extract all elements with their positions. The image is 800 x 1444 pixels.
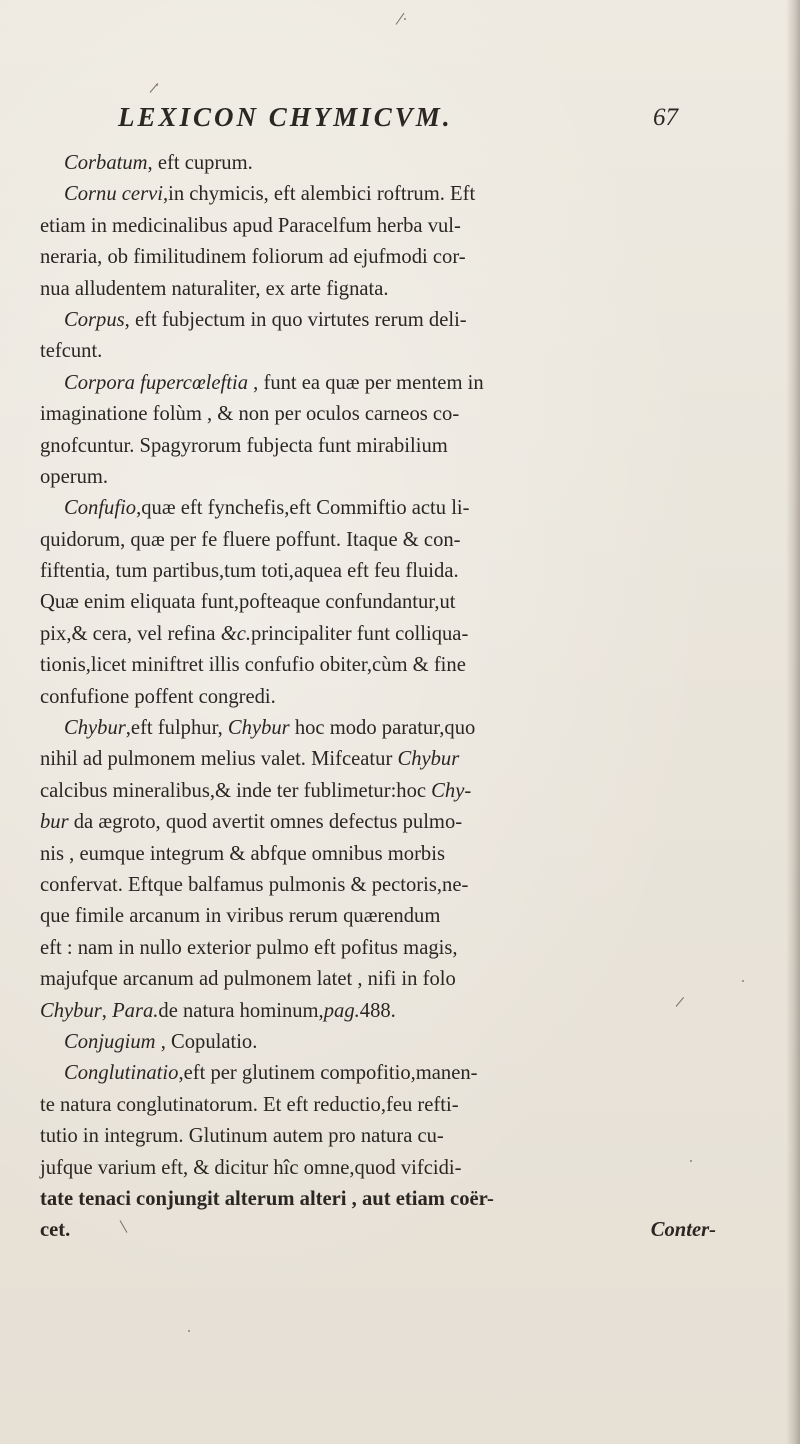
text-run: 488. <box>359 999 396 1022</box>
text-run: , eft cuprum. <box>147 152 253 174</box>
text-line <box>40 431 730 462</box>
text-run: te natura conglutinatorum. Et eft reductio,feu refti- <box>40 1093 459 1116</box>
text-run: confervat. Eftque balfamus pulmonis & pectoris,ne- <box>40 873 469 896</box>
text-line <box>40 870 730 901</box>
text-run: jufque varium eft, & dicitur hîc omne,quod vifcidi- <box>40 1156 462 1179</box>
text-run: ,eft fulphur, <box>125 717 228 740</box>
text-run: cet. <box>40 1219 71 1242</box>
text-line <box>40 1121 730 1152</box>
text-line <box>40 493 730 524</box>
text-run: principaliter funt colliqua- <box>251 622 469 645</box>
headword-italic: Chybur <box>64 717 126 740</box>
text-run: tionis,licet miniftret illis confufio obiter,cùm & fine <box>40 654 466 677</box>
text-run: que fimile arcanum in viribus rerum quærendum <box>40 905 441 928</box>
last-text-line <box>40 1215 730 1246</box>
text-run: nis , eumque integrum & abfque omnibus morbis <box>40 842 445 865</box>
headword-italic: Chy- <box>431 779 472 802</box>
text-run: etiam in medicinalibus apud Paracelfum herba vul- <box>40 214 461 237</box>
headword-italic: pag. <box>323 999 360 1022</box>
headword-italic: Corpus <box>64 308 125 331</box>
text-line <box>40 650 730 681</box>
headword-italic: Conglutinatio <box>64 1062 179 1085</box>
text-run: neraria, ob fimilitudinem foliorum ad ejufmodi cor- <box>40 246 466 269</box>
text-run: nua alludentem naturaliter, ex arte fignata. <box>40 277 389 300</box>
text-line <box>40 1090 730 1121</box>
text-run: imaginatione folùm , & non per oculos carneos co- <box>40 403 460 426</box>
text-line <box>40 274 730 305</box>
headword-italic: Corpora fupercœleftia <box>64 371 249 394</box>
text-line <box>40 179 730 210</box>
text-run: da ægroto, quod avertit omnes defectus pulmo- <box>68 811 463 834</box>
text-run: pix,& cera, vel refina <box>40 622 221 645</box>
text-line <box>40 211 730 242</box>
text-line <box>40 336 730 367</box>
text-run: tutio in integrum. Glutinum autem pro natura cu- <box>40 1125 444 1148</box>
text-run: eft : nam in nullo exterior pulmo eft pofitus magis, <box>40 936 458 959</box>
text-line <box>40 1184 730 1215</box>
text-line <box>40 305 730 336</box>
text-run: tefcunt. <box>40 340 103 363</box>
page-number: 67 <box>653 104 678 131</box>
text-line <box>40 901 730 932</box>
text-run: quidorum, quæ per fe fluere poffunt. Itaque & con- <box>40 528 461 551</box>
running-head-title: LEXICON CHYMICVM. <box>118 102 453 132</box>
text-run: , eft fubjectum in quo virtutes rerum deli- <box>124 308 467 331</box>
text-run: hoc modo paratur,quo <box>289 717 476 740</box>
ink-mark <box>150 83 158 93</box>
text-run: , funt ea quæ per mentem in <box>248 371 484 394</box>
text-line <box>40 1153 730 1184</box>
text-line <box>40 619 730 650</box>
text-line <box>40 1058 730 1089</box>
headword-italic: Para. <box>112 999 159 1022</box>
headword-italic: bur <box>40 811 69 834</box>
text-run: de natura hominum, <box>158 999 324 1022</box>
dictionary-entries <box>40 148 730 1247</box>
text-line <box>40 556 730 587</box>
headword-italic: Chybur <box>227 717 290 740</box>
text-run: ,in chymicis, eft alembici roftrum. Eft <box>162 183 476 206</box>
text-line <box>40 807 730 838</box>
headword-italic: Cornu cervi <box>64 183 163 206</box>
text-run: ,eft per glutinem compofitio,manen- <box>178 1062 478 1085</box>
text-run: tate tenaci conjungit alterum alteri , aut etiam coër- <box>40 1187 494 1210</box>
text-line <box>40 964 730 995</box>
headword-italic: Confufio <box>64 497 137 520</box>
text-run: operum. <box>40 465 109 488</box>
text-run: fiftentia, tum partibus,tum toti,aquea eft feu fluida. <box>40 560 459 583</box>
text-line <box>40 525 730 556</box>
text-line <box>40 148 730 179</box>
headword-italic: &c. <box>220 622 251 645</box>
text-line <box>40 744 730 775</box>
text-run: ,quæ eft fynchefis,eft Commiftio actu li- <box>136 497 470 520</box>
text-line <box>40 242 730 273</box>
headword-italic: Corbatum <box>64 152 148 174</box>
catchword: Conter- <box>650 1219 716 1242</box>
running-head <box>118 102 678 142</box>
headword-italic: Chybur <box>40 999 102 1022</box>
text-line <box>40 933 730 964</box>
text-line <box>40 839 730 870</box>
text-run: majufque arcanum ad pulmonem latet , nifi in folo <box>40 968 456 991</box>
text-line <box>40 713 730 744</box>
text-line <box>40 368 730 399</box>
text-run: , <box>101 999 113 1022</box>
text-run: nihil ad pulmonem melius valet. Mifceatur <box>40 748 398 771</box>
text-run: confufione poffent congredi. <box>40 685 276 708</box>
text-line <box>40 399 730 430</box>
text-run: gnofcuntur. Spagyrorum fubjecta funt mirabilium <box>40 434 448 457</box>
text-run: Quæ enim eliquata funt,pofteaque confundantur,ut <box>40 591 456 614</box>
text-line <box>40 1027 730 1058</box>
page-gutter-shadow <box>786 0 800 1444</box>
text-line <box>40 776 730 807</box>
text-run: calcibus mineralibus,& inde ter fublimetur:hoc <box>40 779 432 802</box>
text-line <box>40 996 730 1027</box>
headword-italic: Conjugium <box>64 1030 156 1053</box>
text-line <box>40 682 730 713</box>
text-line <box>40 587 730 618</box>
headword-italic: Chybur <box>397 748 460 771</box>
text-line <box>40 462 730 493</box>
text-run: , Copulatio. <box>155 1030 258 1053</box>
